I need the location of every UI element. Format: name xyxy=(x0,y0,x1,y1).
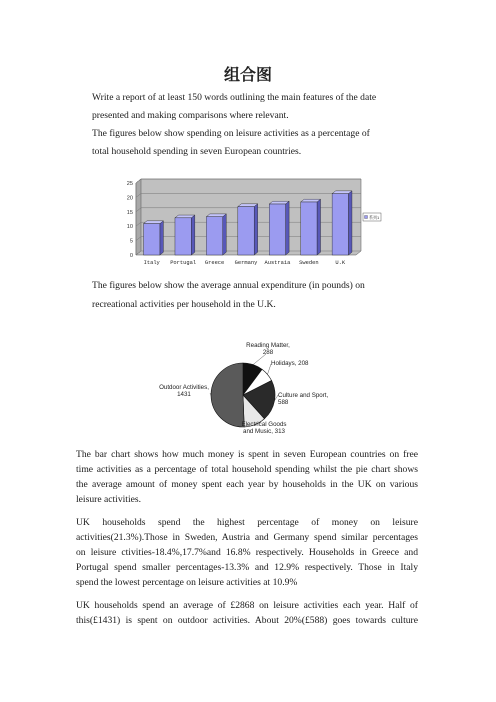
para2-line-1: UK households spend the highest percentage of money on leisure xyxy=(76,517,418,528)
intro-line-3: The figures below show spending on leisure activities as a percentage of xyxy=(92,128,370,139)
bar-top xyxy=(301,199,321,202)
bar-side xyxy=(160,221,164,255)
legend-swatch xyxy=(365,216,368,219)
para1-line-3: the average amount of money spent each year by households in the UK on various xyxy=(76,479,418,490)
x-tick-label: Italy xyxy=(143,260,160,266)
y-tick-label: 20 xyxy=(126,195,133,202)
bar-side xyxy=(254,204,258,255)
pie-slice xyxy=(211,363,244,427)
para3-line-1: UK households spend an average of £2868 on leisure activities each year. Half of xyxy=(76,600,418,611)
bar xyxy=(269,204,285,255)
page-title: 组合图 xyxy=(223,65,272,84)
bar xyxy=(144,224,160,255)
y-tick-label: 25 xyxy=(126,181,133,187)
para2-line-5: spend the lowest percentage on leisure activities at 10.9% xyxy=(76,577,298,588)
pie-value-label: 588 xyxy=(278,399,289,406)
bar-side xyxy=(348,191,352,255)
para3-line-2: this(£1431) is spent on outdoor activities. About 20%(£588) goes towards culture xyxy=(76,615,418,626)
para2-line-3: on leisure ctivities-18.4%,17.7%and 16.8% respectively. Households in Greece and xyxy=(76,547,418,558)
bar xyxy=(175,218,191,255)
pie-label: Electrical Goods xyxy=(241,421,287,428)
para2-line-4: Portugal spend smaller percentages-13.3% and 12.9% respectively. Those in Italy xyxy=(76,562,418,573)
legend-label: 系列1 xyxy=(369,215,380,220)
x-tick-label: Greece xyxy=(204,260,225,266)
intro-line-4: total household spending in seven European countries. xyxy=(92,146,302,157)
bar-top xyxy=(144,221,164,224)
bar-top xyxy=(269,201,289,204)
pie-intro-line-1: The figures below show the average annual expenditure (in pounds) on xyxy=(92,280,365,291)
x-tick-label: Austraia xyxy=(264,260,291,266)
y-tick-label: 5 xyxy=(129,238,133,245)
pie-value-label: 288 xyxy=(262,349,274,356)
plot-side-wall xyxy=(136,179,141,255)
x-tick-label: Sweden xyxy=(299,260,319,266)
pie-label: Reading Matter, xyxy=(246,342,290,349)
bar-side xyxy=(286,201,290,255)
bar xyxy=(301,202,317,255)
y-tick-label: 0 xyxy=(129,253,133,259)
intro-line-1: Write a report of at least 150 words outlining the main features of the date xyxy=(92,92,377,103)
bar-side xyxy=(317,199,321,255)
pie-label: Culture and Sport, xyxy=(278,392,329,399)
y-tick-label: 10 xyxy=(126,224,133,231)
bar xyxy=(206,217,222,255)
pie-value-label: and Music, 313 xyxy=(243,428,285,435)
pie-intro-line-2: recreational activities per household in the U.K. xyxy=(92,299,276,310)
pie-label: Holidays, 208 xyxy=(271,360,309,367)
bar-chart xyxy=(118,176,378,266)
bar-side xyxy=(223,214,227,255)
bar-top xyxy=(238,204,258,207)
y-tick-label: 15 xyxy=(126,209,133,216)
bar-top xyxy=(175,215,195,218)
para1-line-4: leisure activities. xyxy=(76,494,142,505)
pie-value-label: 1431 xyxy=(177,391,191,398)
x-tick-label: Germany xyxy=(234,260,258,266)
intro-line-2: presented and making comparisons where relevant. xyxy=(92,110,289,121)
bar-side xyxy=(191,215,195,255)
x-tick-label: Portugal xyxy=(170,260,197,266)
bar-top xyxy=(206,214,226,217)
para1-line-2: time activities as a percentage of total household spending whilst the pie chart shows xyxy=(76,464,418,475)
bar-top xyxy=(332,191,352,194)
x-tick-label: U.K xyxy=(335,260,346,266)
bar xyxy=(332,194,348,255)
pie-label: Outdoor Activities, xyxy=(159,384,209,391)
pie-chart xyxy=(152,338,372,446)
bar xyxy=(238,207,254,255)
para1-line-1: The bar chart shows how much money is spent in seven European countries on free xyxy=(76,449,418,460)
para2-line-2: activities(21.3%).Those in Sweden, Austria and Germany spend similar percentages xyxy=(76,532,418,543)
